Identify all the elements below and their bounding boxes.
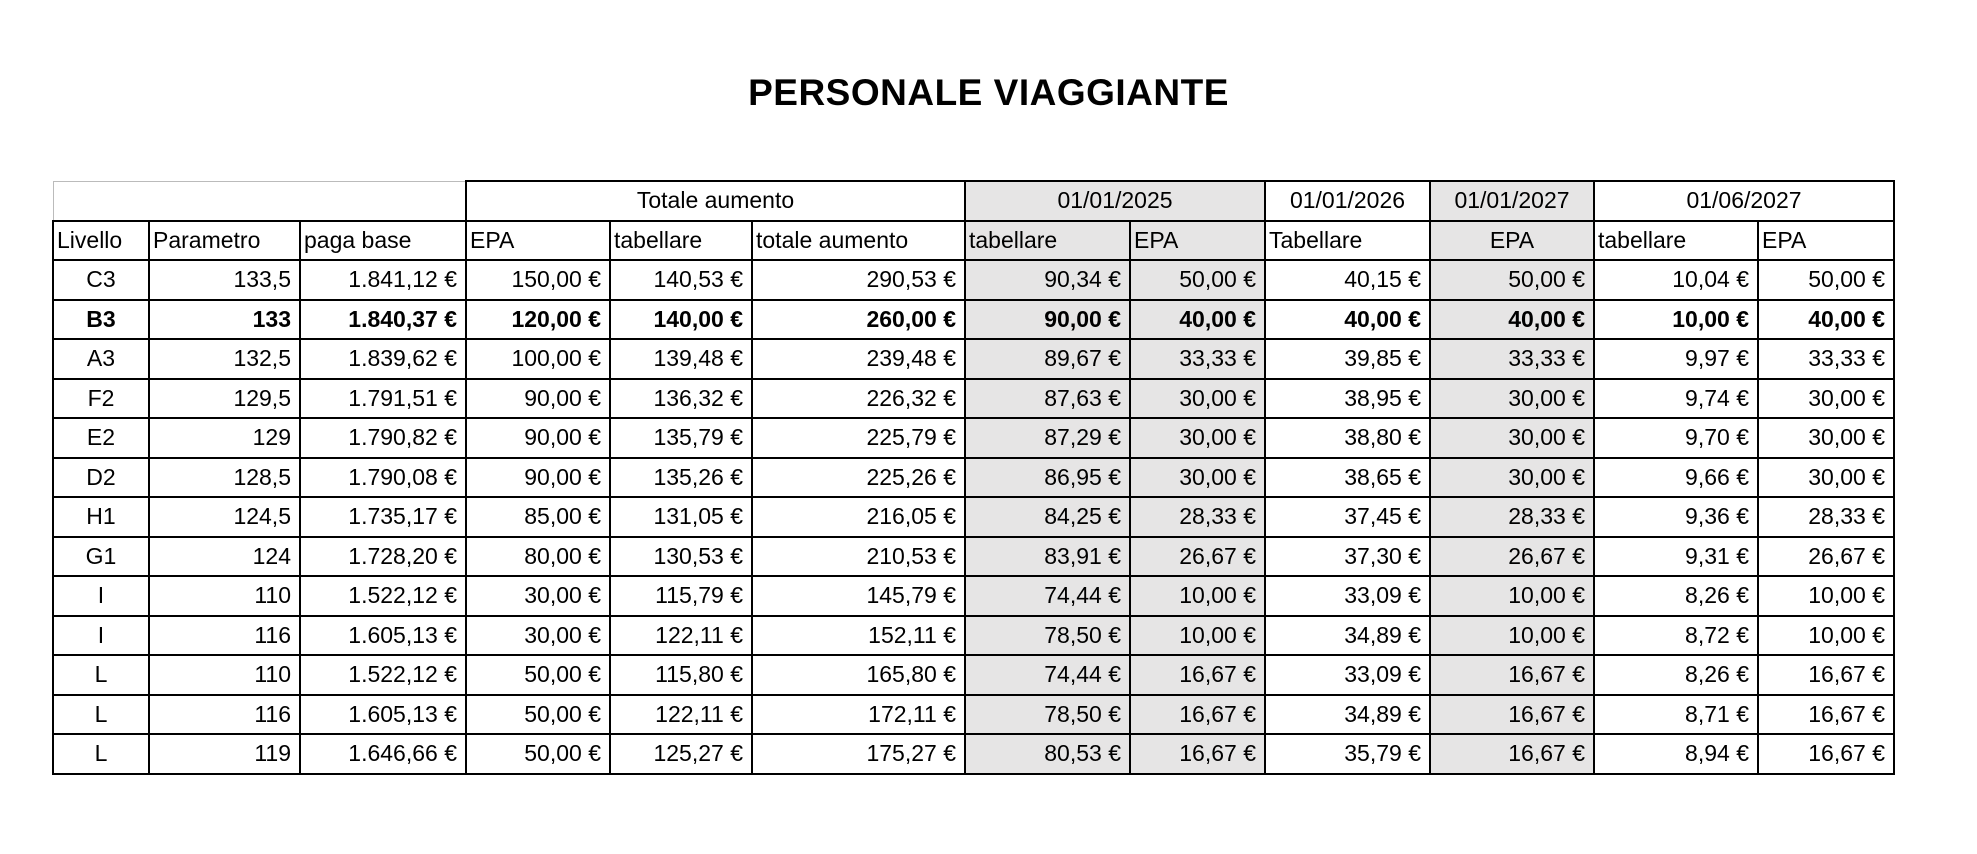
group-header-row bbox=[53, 181, 1894, 221]
table-cell: 30,00 € bbox=[1130, 418, 1265, 458]
table-cell: 150,00 € bbox=[466, 260, 610, 300]
table-cell: 128,5 bbox=[149, 458, 300, 498]
table-cell: 38,80 € bbox=[1265, 418, 1430, 458]
table-cell: 33,09 € bbox=[1265, 655, 1430, 695]
table-cell: 30,00 € bbox=[1130, 458, 1265, 498]
table-cell: 33,33 € bbox=[1430, 339, 1594, 379]
table-cell: 239,48 € bbox=[752, 339, 965, 379]
table-cell: 50,00 € bbox=[466, 695, 610, 735]
table-cell: 10,04 € bbox=[1594, 260, 1758, 300]
table-cell: 8,26 € bbox=[1594, 655, 1758, 695]
table-cell: 139,48 € bbox=[610, 339, 752, 379]
table-cell: 26,67 € bbox=[1130, 537, 1265, 577]
table-cell: 87,29 € bbox=[965, 418, 1130, 458]
table-cell: 133 bbox=[149, 300, 300, 340]
table-cell: 225,79 € bbox=[752, 418, 965, 458]
table-cell: 10,00 € bbox=[1430, 616, 1594, 656]
table-cell: 35,79 € bbox=[1265, 734, 1430, 774]
table-cell: 33,33 € bbox=[1130, 339, 1265, 379]
table-cell: 133,5 bbox=[149, 260, 300, 300]
table-row bbox=[53, 418, 1894, 458]
column-header: tabellare bbox=[1594, 221, 1758, 261]
table-cell: 110 bbox=[149, 655, 300, 695]
table-cell: 8,71 € bbox=[1594, 695, 1758, 735]
table-cell: 135,26 € bbox=[610, 458, 752, 498]
livello-cell: I bbox=[53, 576, 149, 616]
salary-table bbox=[52, 180, 1895, 775]
table-cell: 8,72 € bbox=[1594, 616, 1758, 656]
table-cell: 90,00 € bbox=[466, 458, 610, 498]
table-cell: 50,00 € bbox=[1130, 260, 1265, 300]
column-header: EPA bbox=[466, 221, 610, 261]
table-cell: 74,44 € bbox=[965, 576, 1130, 616]
table-row bbox=[53, 339, 1894, 379]
table-cell: 37,45 € bbox=[1265, 497, 1430, 537]
table-cell: 10,00 € bbox=[1758, 576, 1894, 616]
table-cell: 124 bbox=[149, 537, 300, 577]
table-row bbox=[53, 300, 1894, 340]
table-cell: 39,85 € bbox=[1265, 339, 1430, 379]
table-cell: 38,65 € bbox=[1265, 458, 1430, 498]
table-cell: 34,89 € bbox=[1265, 616, 1430, 656]
group-header-2027-jan: 01/01/2027 bbox=[1430, 181, 1594, 221]
livello-cell: G1 bbox=[53, 537, 149, 577]
group-header-2026: 01/01/2026 bbox=[1265, 181, 1430, 221]
table-cell: 40,00 € bbox=[1758, 300, 1894, 340]
table-row bbox=[53, 695, 1894, 735]
table-row bbox=[53, 655, 1894, 695]
table-row bbox=[53, 537, 1894, 577]
table-cell: 165,80 € bbox=[752, 655, 965, 695]
table-cell: 30,00 € bbox=[1758, 379, 1894, 419]
table-cell: 78,50 € bbox=[965, 616, 1130, 656]
table-cell: 30,00 € bbox=[1430, 418, 1594, 458]
table-cell: 140,53 € bbox=[610, 260, 752, 300]
column-header: EPA bbox=[1130, 221, 1265, 261]
table-cell: 85,00 € bbox=[466, 497, 610, 537]
table-cell: 130,53 € bbox=[610, 537, 752, 577]
table-cell: 30,00 € bbox=[1430, 458, 1594, 498]
table-cell: 260,00 € bbox=[752, 300, 965, 340]
table-cell: 87,63 € bbox=[965, 379, 1130, 419]
table-cell: 28,33 € bbox=[1430, 497, 1594, 537]
table-row bbox=[53, 734, 1894, 774]
column-header: Tabellare bbox=[1265, 221, 1430, 261]
table-cell: 115,80 € bbox=[610, 655, 752, 695]
column-header: paga base bbox=[300, 221, 466, 261]
table-cell: 9,97 € bbox=[1594, 339, 1758, 379]
table-cell: 124,5 bbox=[149, 497, 300, 537]
table-cell: 90,34 € bbox=[965, 260, 1130, 300]
table-cell: 50,00 € bbox=[466, 734, 610, 774]
table-cell: 125,27 € bbox=[610, 734, 752, 774]
table-cell: 100,00 € bbox=[466, 339, 610, 379]
table-cell: 40,00 € bbox=[1130, 300, 1265, 340]
table-cell: 9,74 € bbox=[1594, 379, 1758, 419]
table-cell: 38,95 € bbox=[1265, 379, 1430, 419]
table-cell: 30,00 € bbox=[1758, 418, 1894, 458]
table-cell: 40,00 € bbox=[1430, 300, 1594, 340]
livello-cell: C3 bbox=[53, 260, 149, 300]
table-cell: 10,00 € bbox=[1430, 576, 1594, 616]
table-cell: 16,67 € bbox=[1430, 695, 1594, 735]
table-cell: 110 bbox=[149, 576, 300, 616]
table-cell: 30,00 € bbox=[1758, 458, 1894, 498]
table-cell: 1.522,12 € bbox=[300, 655, 466, 695]
column-header: totale aumento bbox=[752, 221, 965, 261]
table-cell: 30,00 € bbox=[466, 576, 610, 616]
table-cell: 9,70 € bbox=[1594, 418, 1758, 458]
table-cell: 1.735,17 € bbox=[300, 497, 466, 537]
table-cell: 1.646,66 € bbox=[300, 734, 466, 774]
table-row bbox=[53, 616, 1894, 656]
livello-cell: E2 bbox=[53, 418, 149, 458]
table-cell: 115,79 € bbox=[610, 576, 752, 616]
table-cell: 90,00 € bbox=[466, 418, 610, 458]
column-header: Livello bbox=[53, 221, 149, 261]
table-cell: 10,00 € bbox=[1758, 616, 1894, 656]
table-cell: 26,67 € bbox=[1430, 537, 1594, 577]
column-header: tabellare bbox=[965, 221, 1130, 261]
table-row bbox=[53, 576, 1894, 616]
table-cell: 50,00 € bbox=[1758, 260, 1894, 300]
table-cell: 84,25 € bbox=[965, 497, 1130, 537]
table-cell: 40,15 € bbox=[1265, 260, 1430, 300]
group-header-totale: Totale aumento bbox=[466, 181, 965, 221]
table-cell: 216,05 € bbox=[752, 497, 965, 537]
table-cell: 50,00 € bbox=[466, 655, 610, 695]
table-cell: 28,33 € bbox=[1130, 497, 1265, 537]
table-cell: 90,00 € bbox=[466, 379, 610, 419]
column-header: tabellare bbox=[610, 221, 752, 261]
table-cell: 80,00 € bbox=[466, 537, 610, 577]
table-cell: 122,11 € bbox=[610, 695, 752, 735]
table-cell: 1.839,62 € bbox=[300, 339, 466, 379]
livello-cell: F2 bbox=[53, 379, 149, 419]
table-cell: 129,5 bbox=[149, 379, 300, 419]
table-cell: 132,5 bbox=[149, 339, 300, 379]
livello-cell: L bbox=[53, 695, 149, 735]
table-cell: 226,32 € bbox=[752, 379, 965, 419]
table-cell: 10,00 € bbox=[1594, 300, 1758, 340]
table-cell: 33,09 € bbox=[1265, 576, 1430, 616]
table-cell: 33,33 € bbox=[1758, 339, 1894, 379]
table-cell: 86,95 € bbox=[965, 458, 1130, 498]
table-cell: 78,50 € bbox=[965, 695, 1130, 735]
table-cell: 80,53 € bbox=[965, 734, 1130, 774]
table-cell: 30,00 € bbox=[1130, 379, 1265, 419]
table-cell: 90,00 € bbox=[965, 300, 1130, 340]
table-cell: 1.791,51 € bbox=[300, 379, 466, 419]
table-cell: 119 bbox=[149, 734, 300, 774]
column-header-row bbox=[53, 221, 1894, 261]
table-row bbox=[53, 497, 1894, 537]
table-cell: 89,67 € bbox=[965, 339, 1130, 379]
livello-cell: A3 bbox=[53, 339, 149, 379]
empty-header-cell bbox=[53, 181, 466, 221]
group-header-2027-jun: 01/06/2027 bbox=[1594, 181, 1894, 221]
table-cell: 1.790,82 € bbox=[300, 418, 466, 458]
table-cell: 40,00 € bbox=[1265, 300, 1430, 340]
table-cell: 129 bbox=[149, 418, 300, 458]
table-cell: 210,53 € bbox=[752, 537, 965, 577]
table-cell: 50,00 € bbox=[1430, 260, 1594, 300]
table-cell: 1.605,13 € bbox=[300, 616, 466, 656]
group-header-2025: 01/01/2025 bbox=[965, 181, 1265, 221]
table-cell: 34,89 € bbox=[1265, 695, 1430, 735]
livello-cell: H1 bbox=[53, 497, 149, 537]
table-cell: 16,67 € bbox=[1130, 734, 1265, 774]
table-cell: 30,00 € bbox=[1430, 379, 1594, 419]
table-cell: 122,11 € bbox=[610, 616, 752, 656]
table-cell: 9,66 € bbox=[1594, 458, 1758, 498]
table-cell: 116 bbox=[149, 616, 300, 656]
table-cell: 135,79 € bbox=[610, 418, 752, 458]
column-header: EPA bbox=[1430, 221, 1594, 261]
livello-cell: I bbox=[53, 616, 149, 656]
table-cell: 152,11 € bbox=[752, 616, 965, 656]
table-cell: 37,30 € bbox=[1265, 537, 1430, 577]
column-header: EPA bbox=[1758, 221, 1894, 261]
table-cell: 9,31 € bbox=[1594, 537, 1758, 577]
table-cell: 30,00 € bbox=[466, 616, 610, 656]
table-cell: 290,53 € bbox=[752, 260, 965, 300]
table-cell: 10,00 € bbox=[1130, 616, 1265, 656]
livello-cell: B3 bbox=[53, 300, 149, 340]
table-cell: 9,36 € bbox=[1594, 497, 1758, 537]
page-title: PERSONALE VIAGGIANTE bbox=[748, 72, 1229, 113]
table-cell: 116 bbox=[149, 695, 300, 735]
table-cell: 26,67 € bbox=[1758, 537, 1894, 577]
table-cell: 140,00 € bbox=[610, 300, 752, 340]
table-cell: 16,67 € bbox=[1758, 655, 1894, 695]
table-cell: 10,00 € bbox=[1130, 576, 1265, 616]
livello-cell: L bbox=[53, 734, 149, 774]
table-cell: 8,94 € bbox=[1594, 734, 1758, 774]
table-cell: 16,67 € bbox=[1430, 655, 1594, 695]
table-cell: 1.522,12 € bbox=[300, 576, 466, 616]
table-cell: 74,44 € bbox=[965, 655, 1130, 695]
table-cell: 16,67 € bbox=[1758, 734, 1894, 774]
table-cell: 136,32 € bbox=[610, 379, 752, 419]
table-row bbox=[53, 458, 1894, 498]
table-cell: 16,67 € bbox=[1130, 655, 1265, 695]
table-cell: 1.790,08 € bbox=[300, 458, 466, 498]
table-cell: 1.840,37 € bbox=[300, 300, 466, 340]
table-row bbox=[53, 379, 1894, 419]
table-cell: 28,33 € bbox=[1758, 497, 1894, 537]
livello-cell: D2 bbox=[53, 458, 149, 498]
table-cell: 16,67 € bbox=[1430, 734, 1594, 774]
table-cell: 8,26 € bbox=[1594, 576, 1758, 616]
table-cell: 225,26 € bbox=[752, 458, 965, 498]
table-cell: 1.841,12 € bbox=[300, 260, 466, 300]
column-header: Parametro bbox=[149, 221, 300, 261]
table-row bbox=[53, 260, 1894, 300]
table-cell: 83,91 € bbox=[965, 537, 1130, 577]
table-cell: 120,00 € bbox=[466, 300, 610, 340]
table-cell: 16,67 € bbox=[1130, 695, 1265, 735]
table-cell: 1.605,13 € bbox=[300, 695, 466, 735]
table-cell: 16,67 € bbox=[1758, 695, 1894, 735]
table-cell: 175,27 € bbox=[752, 734, 965, 774]
table-cell: 172,11 € bbox=[752, 695, 965, 735]
livello-cell: L bbox=[53, 655, 149, 695]
table-cell: 145,79 € bbox=[752, 576, 965, 616]
table-cell: 131,05 € bbox=[610, 497, 752, 537]
table-cell: 1.728,20 € bbox=[300, 537, 466, 577]
